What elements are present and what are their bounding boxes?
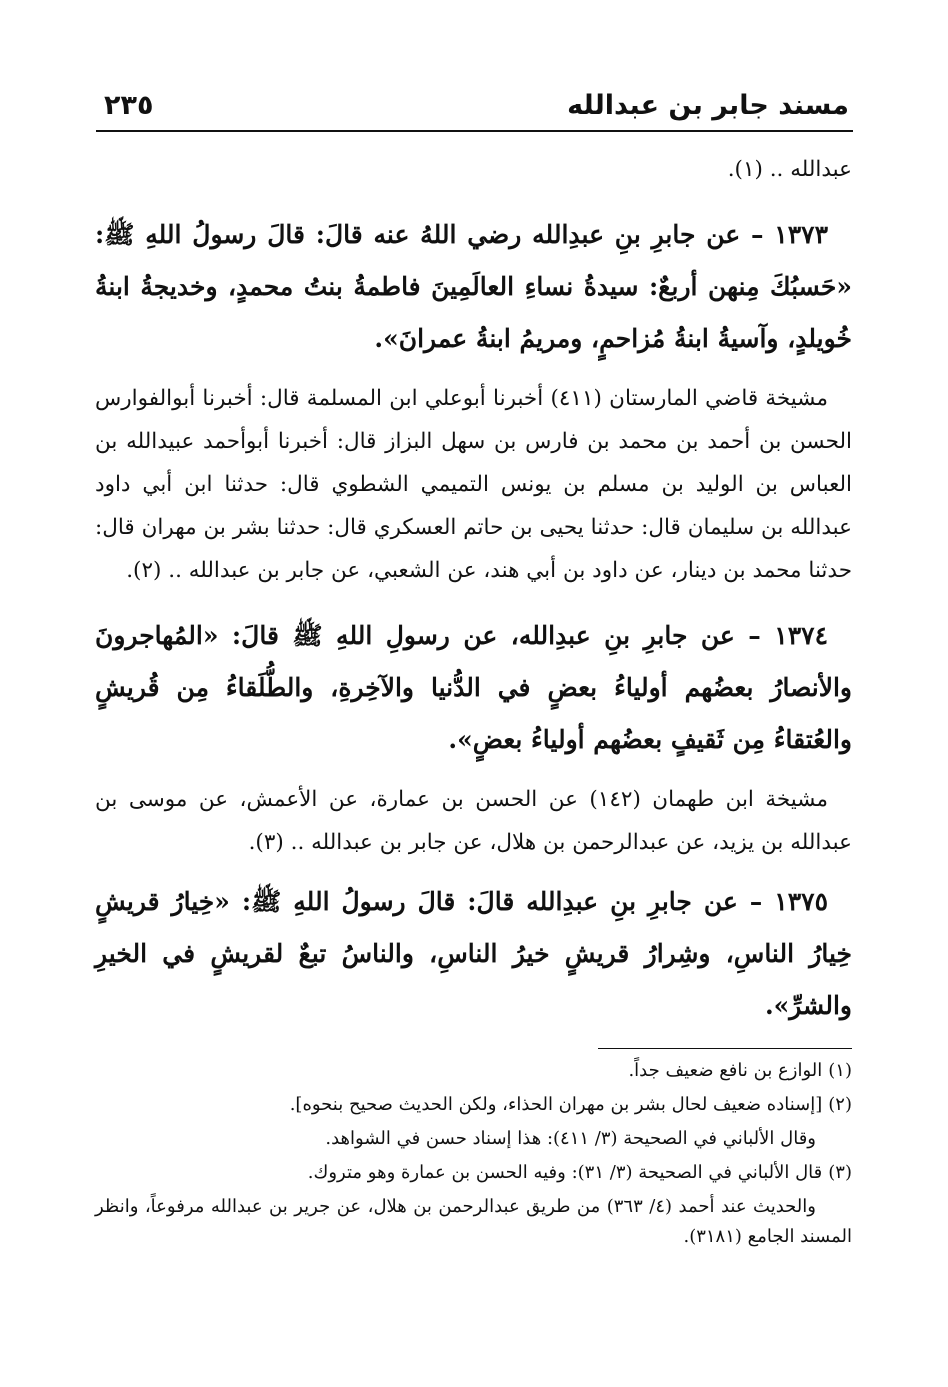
footnote-text: والحديث عند أحمد (٤/ ٣٦٣) من طريق عبدالرحمن بن هلال، عن جرير بن عبدالله مرفوعاً، وانظر المسند الجامع (٣١٨١). [95, 1196, 852, 1247]
continuation-paragraph: عبدالله .. (١). [727, 157, 852, 182]
hadith-1373: ١٣٧٣ – عن جابرِ بنِ عبدِالله رضي اللهُ عنه قالَ: قالَ رسولُ اللهِ ﷺ: «حَسبُكَ مِنهن أربعٌ: سيدةُ نساءِ العالَمِينَ فاطمةُ بنتُ محمدٍ، وخديجةُ ابنةُ خُويلدٍ، وآسيةُ ابنةُ مُزاحمٍ، ومريمُ ابنةُ عمرانَ». [95, 220, 852, 353]
footnote-text: وقال الألباني في الصحيحة (٣/ ٤١١): هذا إسناد حسن في الشواهد. [325, 1128, 816, 1149]
page-header [96, 86, 853, 132]
hadith-1374: ١٣٧٤ – عن جابرِ بنِ عبدِالله، عن رسولِ اللهِ ﷺ قالَ: «المُهاجرونَ والأنصارُ بعضُهم أولياءُ بعضٍ في الدُّنيا والآخِرةِ، والطُّلَقاءُ مِن قُريشٍ والعُتقاءُ مِن ثَقيفٍ بعضُهم أولياءُ بعضٍ». [95, 621, 852, 754]
footnote-number: (١) [828, 1060, 852, 1081]
footnote-2-continuation [95, 1124, 852, 1154]
footnote-3-continuation [95, 1192, 852, 1252]
footnote-text: [إسناده ضعيف لحال بشر بن مهران الحذاء، ولكن الحديث صحيح بنحوه]. [289, 1094, 823, 1115]
isnad-1374: مشيخة ابن طهمان (١٤٢) عن الحسن بن عمارة، عن الأعمش، عن موسى بن عبدالله بن يزيد، عن عبدالرحمن بن هلال، عن جابر بن عبدالله .. (٣). [95, 787, 852, 855]
main-text [95, 148, 852, 1032]
page-number: ٢٣٥ [104, 90, 154, 121]
footnotes [95, 1056, 852, 1256]
footnote-2 [95, 1090, 852, 1120]
footnote-number: (٣) [828, 1162, 852, 1183]
footnote-3 [95, 1158, 852, 1188]
footnote-1 [95, 1056, 852, 1086]
footnote-text: الوازع بن نافع ضعيف جداً. [628, 1060, 823, 1081]
running-title: مسند جابر بن عبدالله [567, 90, 849, 121]
hadith-1375: ١٣٧٥ – عن جابرِ بنِ عبدِالله قالَ: قالَ رسولُ اللهِ ﷺ: «خِيارُ قريشٍ خِيارُ الناسِ، وشِرارُ قريشٍ خيرُ الناسِ، والناسُ تبعٌ لقريشٍ في الخيرِ والشرِّ». [95, 887, 852, 1020]
footnote-number: (٢) [828, 1094, 852, 1115]
footnote-text: قال الألباني في الصحيحة (٣/ ٣١): وفيه الحسن بن عمارة وهو متروك. [307, 1162, 823, 1183]
isnad-1373: مشيخة قاضي المارستان (٤١١) أخبرنا أبوعلي ابن المسلمة قال: أخبرنا أبوالفوارس الحسن بن أحمد بن محمد بن فارس بن سهل البزاز قال: أخبرنا أبوأحمد عبيدالله بن العباس بن الوليد بن مسلم بن يونس التميمي الشطوي قال: حدثنا ابن أبي داود عبدالله بن سليمان قال: حدثنا يحيى بن حاتم العسكري قال: حدثنا بشر بن مهران قال: حدثنا محمد بن دينار، عن داود بن أبي هند، عن الشعبي، عن جابر بن عبدالله .. (٢). [95, 386, 852, 583]
footnote-separator [598, 1048, 852, 1049]
